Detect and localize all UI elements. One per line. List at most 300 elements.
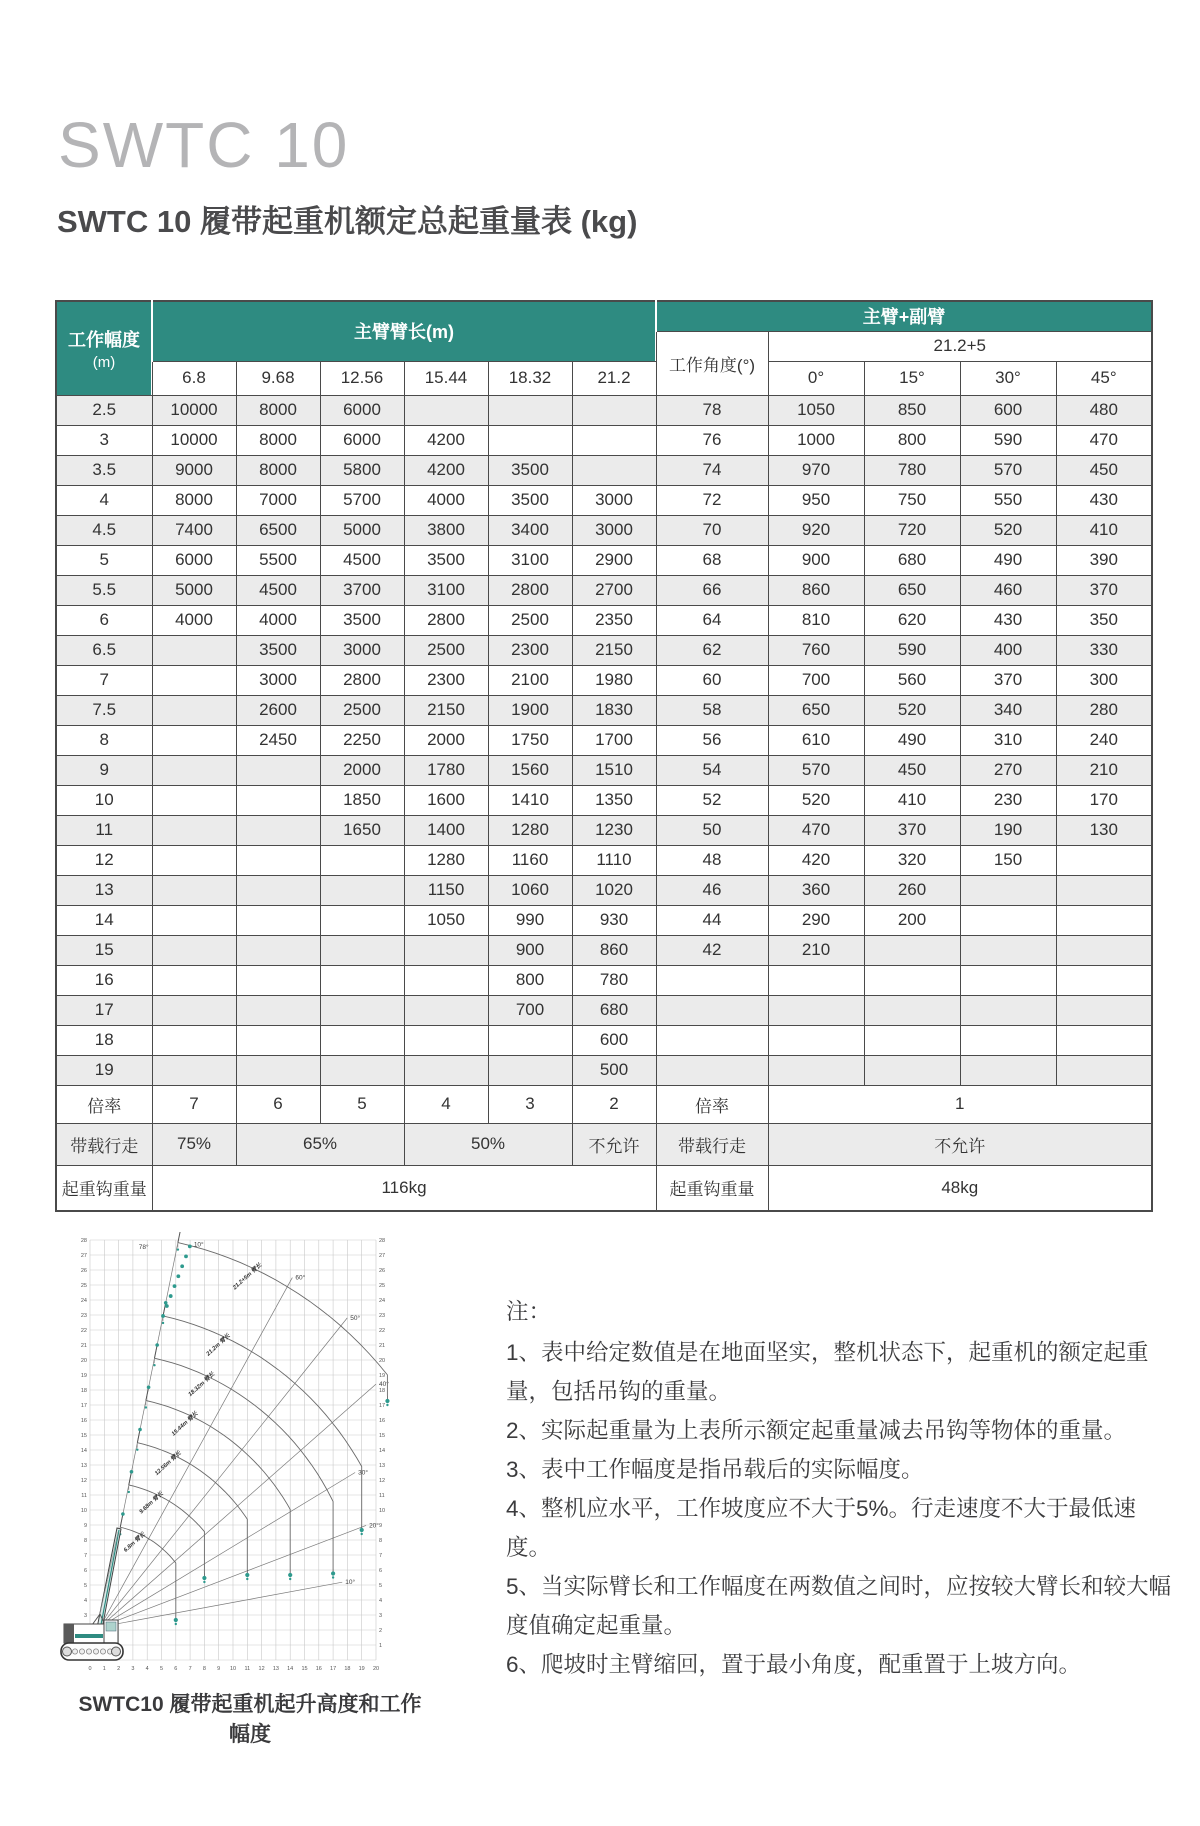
load-cell: 500	[572, 1055, 656, 1085]
boom-head-sheave	[138, 1428, 142, 1432]
ratio-label-right: 倍率	[656, 1085, 768, 1123]
load-cell: 5500	[236, 545, 320, 575]
boom-head	[154, 1345, 157, 1358]
load-cell: 4000	[236, 605, 320, 635]
y-tick-label: 14	[80, 1448, 87, 1454]
y-tick-label: 1	[379, 1643, 383, 1649]
main-boom-header: 主臂臂长(m)	[152, 301, 656, 361]
load-cell: 2900	[572, 545, 656, 575]
y-tick-label: 10	[80, 1508, 87, 1514]
y-tick-label: 9	[379, 1523, 383, 1529]
y-tick-label: 19	[80, 1373, 87, 1379]
load-cell: 2800	[320, 665, 404, 695]
load-cell: 6000	[320, 425, 404, 455]
load-cell	[320, 965, 404, 995]
load-cell: 320	[864, 845, 960, 875]
radius-cell: 6.5	[56, 635, 152, 665]
load-cell: 3700	[320, 575, 404, 605]
load-cell: 1830	[572, 695, 656, 725]
radius-cell: 10	[56, 785, 152, 815]
y-tick-label: 20	[379, 1358, 386, 1364]
hook-icon	[360, 1528, 364, 1532]
load-cell: 10000	[152, 395, 236, 425]
load-cell: 2500	[320, 695, 404, 725]
angle-line	[100, 1318, 347, 1627]
radius-cell: 4	[56, 485, 152, 515]
load-cell: 2600	[236, 695, 320, 725]
load-cell	[236, 785, 320, 815]
load-cell	[152, 755, 236, 785]
note-item: 6、爬坡时主臂缩回，置于最小角度，配重置于上坡方向。	[506, 1652, 1082, 1677]
x-tick-label: 5	[159, 1666, 164, 1672]
y-tick-label: 3	[83, 1613, 87, 1619]
load-cell	[572, 425, 656, 455]
note-item: 2、实际起重量为上表所示额定起重量减去吊钩等物体的重量。	[506, 1418, 1127, 1443]
angle-label: 20°	[369, 1522, 379, 1530]
load-cell	[236, 845, 320, 875]
load-cell: 480	[1056, 395, 1152, 425]
hook-icon	[331, 1571, 335, 1575]
load-cell	[320, 875, 404, 905]
load-cell: 920	[768, 515, 864, 545]
radius-header	[56, 301, 152, 395]
header-cols-row	[56, 361, 1152, 395]
load-cell: 1020	[572, 875, 656, 905]
y-tick-label: 19	[379, 1373, 386, 1379]
radius-cell: 2.5	[56, 395, 152, 425]
crane-boom	[96, 1528, 121, 1633]
load-cell: 3500	[404, 545, 488, 575]
radius-header-label: 工作幅度	[68, 329, 140, 350]
boom-curve-label: 12.56m 臂长	[154, 1450, 183, 1477]
radius-cell: 5.5	[56, 575, 152, 605]
angle-cell: 66	[656, 575, 768, 605]
load-cell: 6500	[236, 515, 320, 545]
load-cell: 2150	[404, 695, 488, 725]
boom-head	[137, 1430, 140, 1443]
jib-combo-header: 21.2+5	[768, 331, 1152, 361]
radius-cell: 13	[56, 875, 152, 905]
load-cell: 2300	[488, 635, 572, 665]
x-tick-label: 13	[272, 1666, 279, 1672]
y-tick-label: 10	[379, 1508, 386, 1514]
angle-label: 40°	[379, 1381, 389, 1389]
angle-cell: 58	[656, 695, 768, 725]
jib-bead	[176, 1274, 180, 1278]
head-hook-icon	[153, 1364, 155, 1366]
table-body	[56, 395, 1152, 1085]
note-item: 4、整机应水平，工作坡度应不大于5%。行走速度不大于最低速度。	[506, 1496, 1137, 1560]
load-cell	[960, 1025, 1056, 1055]
angle-cell	[656, 1055, 768, 1085]
boom-length-header: 6.8	[152, 361, 236, 395]
angle-cell: 44	[656, 905, 768, 935]
angle-cell: 62	[656, 635, 768, 665]
load-cell: 8000	[152, 485, 236, 515]
load-cell: 850	[864, 395, 960, 425]
angle-cell: 52	[656, 785, 768, 815]
table-row	[56, 515, 1152, 545]
travel-right-cell: 不允许	[768, 1123, 1152, 1165]
load-cell: 700	[488, 995, 572, 1025]
load-cell	[864, 1055, 960, 1085]
boom-head-sheave	[130, 1470, 134, 1474]
load-cell: 2300	[404, 665, 488, 695]
crane-track-wheel	[93, 1649, 98, 1654]
y-tick-label: 18	[379, 1388, 386, 1394]
load-cell: 260	[864, 875, 960, 905]
y-tick-label: 7	[83, 1553, 87, 1559]
boom-length-header: 18.32	[488, 361, 572, 395]
crane-counterweight	[64, 1624, 74, 1643]
boom-head	[129, 1472, 132, 1485]
load-cell	[864, 935, 960, 965]
load-cell: 2150	[572, 635, 656, 665]
load-cell	[768, 1055, 864, 1085]
load-cell	[152, 785, 236, 815]
load-cell: 590	[864, 635, 960, 665]
y-tick-label: 24	[80, 1298, 87, 1304]
jib-bead	[169, 1294, 173, 1298]
angle-cell: 56	[656, 725, 768, 755]
load-cell: 3100	[488, 545, 572, 575]
load-cell: 430	[1056, 485, 1152, 515]
y-tick-label: 8	[379, 1538, 383, 1544]
angle-cell: 64	[656, 605, 768, 635]
ratio-cell: 4	[404, 1085, 488, 1123]
load-cell: 370	[960, 665, 1056, 695]
angle-label: 78°	[138, 1244, 149, 1251]
load-cell	[152, 995, 236, 1025]
load-cell: 4500	[320, 545, 404, 575]
hook-icon	[361, 1533, 363, 1535]
load-cell: 270	[960, 755, 1056, 785]
load-cell	[404, 935, 488, 965]
load-cell: 400	[960, 635, 1056, 665]
load-cell: 8000	[236, 425, 320, 455]
hook-icon	[174, 1618, 178, 1622]
load-cell: 5800	[320, 455, 404, 485]
load-cell: 10000	[152, 425, 236, 455]
load-cell	[960, 875, 1056, 905]
radius-cell: 9	[56, 755, 152, 785]
load-cell: 6000	[152, 545, 236, 575]
ratio-label: 倍率	[56, 1085, 152, 1123]
table-row	[56, 845, 1152, 875]
table-row	[56, 1055, 1152, 1085]
load-cell: 780	[864, 455, 960, 485]
y-tick-label: 17	[379, 1403, 386, 1409]
table-row	[56, 935, 1152, 965]
y-tick-label: 4	[83, 1598, 87, 1604]
boom-curve-label: 9.68m 臂长	[138, 1491, 165, 1516]
y-tick-label: 27	[379, 1253, 386, 1259]
load-cell	[236, 755, 320, 785]
x-tick-label: 14	[287, 1666, 294, 1672]
load-cell: 3500	[488, 455, 572, 485]
ratio-cell: 6	[236, 1085, 320, 1123]
y-tick-label: 15	[80, 1433, 87, 1439]
load-cell: 720	[864, 515, 960, 545]
load-chart-table-wrap	[55, 300, 1153, 1212]
load-cell: 560	[864, 665, 960, 695]
x-tick-label: 11	[244, 1666, 251, 1672]
load-cell	[320, 905, 404, 935]
table-row	[56, 785, 1152, 815]
y-tick-label: 2	[379, 1628, 383, 1634]
boom-head-sheave	[121, 1512, 125, 1516]
load-cell: 570	[960, 455, 1056, 485]
load-cell: 4000	[152, 605, 236, 635]
boom-curve	[129, 1485, 205, 1573]
table-row	[56, 815, 1152, 845]
load-cell: 1900	[488, 695, 572, 725]
load-cell	[1056, 875, 1152, 905]
note-item: 5、当实际臂长和工作幅度在两数值之间时，应按较大臂长和较大幅度值确定起重量。	[506, 1574, 1172, 1638]
load-cell: 990	[488, 905, 572, 935]
travel-cell: 75%	[152, 1123, 236, 1165]
ratio-cell: 2	[572, 1085, 656, 1123]
load-cell: 460	[960, 575, 1056, 605]
hook-icon	[202, 1576, 206, 1580]
load-cell: 340	[960, 695, 1056, 725]
angle-cell	[656, 965, 768, 995]
radius-cell: 18	[56, 1025, 152, 1055]
angle-label: 10°	[345, 1579, 356, 1587]
load-cell: 2500	[488, 605, 572, 635]
travel-cell: 50%	[404, 1123, 572, 1165]
x-tick-label: 6	[174, 1666, 178, 1672]
y-tick-label: 21	[80, 1343, 87, 1349]
head-hook-icon	[128, 1491, 130, 1493]
x-tick-label: 2	[117, 1666, 121, 1672]
load-cell	[488, 1025, 572, 1055]
y-tick-label: 21	[379, 1343, 386, 1349]
head-hook-icon	[162, 1322, 164, 1324]
load-cell: 240	[1056, 725, 1152, 755]
load-cell: 3100	[404, 575, 488, 605]
radius-cell: 16	[56, 965, 152, 995]
y-tick-label: 28	[379, 1238, 386, 1244]
load-cell: 3000	[572, 515, 656, 545]
y-tick-label: 24	[379, 1298, 386, 1304]
table-row	[56, 605, 1152, 635]
load-cell	[864, 1025, 960, 1055]
y-tick-label: 11	[379, 1493, 385, 1499]
load-cell: 1780	[404, 755, 488, 785]
table-header	[56, 301, 1152, 395]
hook-icon	[386, 1404, 388, 1406]
load-cell: 4200	[404, 455, 488, 485]
radius-cell: 17	[56, 995, 152, 1025]
load-cell	[768, 995, 864, 1025]
boom-length-header: 9.68	[236, 361, 320, 395]
angle-cell: 46	[656, 875, 768, 905]
load-cell: 410	[1056, 515, 1152, 545]
load-cell: 330	[1056, 635, 1152, 665]
load-cell: 1980	[572, 665, 656, 695]
radius-cell: 3.5	[56, 455, 152, 485]
load-cell: 190	[960, 815, 1056, 845]
load-cell: 1350	[572, 785, 656, 815]
load-cell: 1150	[404, 875, 488, 905]
ratio-cell: 7	[152, 1085, 236, 1123]
angle-cell: 60	[656, 665, 768, 695]
load-cell	[404, 395, 488, 425]
load-cell: 430	[960, 605, 1056, 635]
hook-weight-right: 48kg	[768, 1165, 1152, 1211]
load-cell: 280	[1056, 695, 1152, 725]
table-row	[56, 695, 1152, 725]
angle-label: 30°	[358, 1469, 368, 1477]
load-cell: 2800	[404, 605, 488, 635]
radius-cell: 3	[56, 425, 152, 455]
angle-line	[100, 1384, 376, 1627]
angle-cell	[656, 1025, 768, 1055]
load-cell: 3000	[320, 635, 404, 665]
angle-cell: 74	[656, 455, 768, 485]
load-cell: 5000	[152, 575, 236, 605]
y-tick-label: 13	[379, 1463, 386, 1469]
load-cell: 2800	[488, 575, 572, 605]
boom-curve	[137, 1443, 247, 1570]
chart-caption: SWTC10 履带起重机起升高度和工作幅度	[78, 1693, 422, 1746]
load-cell: 1050	[768, 395, 864, 425]
x-tick-label: 4	[145, 1666, 149, 1672]
load-cell: 200	[864, 905, 960, 935]
radius-cell: 5	[56, 545, 152, 575]
angle-cell: 78	[656, 395, 768, 425]
y-tick-label: 12	[379, 1478, 386, 1484]
hook-icon	[288, 1573, 292, 1577]
load-cell: 450	[1056, 455, 1152, 485]
load-cell: 490	[960, 545, 1056, 575]
y-tick-label: 9	[83, 1523, 87, 1529]
load-cell: 2000	[320, 755, 404, 785]
radius-header-unit: (m)	[92, 353, 116, 371]
radius-cell: 14	[56, 905, 152, 935]
load-cell	[960, 965, 1056, 995]
load-cell	[572, 455, 656, 485]
load-cell: 680	[864, 545, 960, 575]
load-cell: 4200	[404, 425, 488, 455]
table-footer	[56, 1085, 1152, 1211]
load-cell	[236, 815, 320, 845]
load-cell	[236, 935, 320, 965]
hook-icon	[175, 1623, 177, 1625]
load-cell: 600	[960, 395, 1056, 425]
load-cell: 2700	[572, 575, 656, 605]
table-row	[56, 665, 1152, 695]
load-cell: 170	[1056, 785, 1152, 815]
angle-label: 60°	[295, 1274, 306, 1282]
load-cell: 2100	[488, 665, 572, 695]
crane-track-wheel	[100, 1649, 105, 1654]
angle-cell	[656, 995, 768, 1025]
table-row	[56, 425, 1152, 455]
y-tick-label: 16	[379, 1418, 386, 1424]
load-cell	[960, 995, 1056, 1025]
x-tick-label: 16	[315, 1666, 322, 1672]
load-cell: 2350	[572, 605, 656, 635]
load-cell	[404, 995, 488, 1025]
load-cell: 1600	[404, 785, 488, 815]
load-cell: 130	[1056, 815, 1152, 845]
crane-cable	[100, 1532, 118, 1614]
x-tick-label: 7	[188, 1666, 192, 1672]
load-cell: 8000	[236, 455, 320, 485]
table-row	[56, 485, 1152, 515]
load-cell: 950	[768, 485, 864, 515]
jib-bead	[165, 1304, 169, 1308]
load-cell: 1700	[572, 725, 656, 755]
radius-cell: 7.5	[56, 695, 152, 725]
load-cell	[152, 1055, 236, 1085]
load-cell: 3400	[488, 515, 572, 545]
jib-bead	[188, 1245, 192, 1249]
note-item: 3、表中工作幅度是指吊载后的实际幅度。	[506, 1457, 924, 1482]
jib-bead	[161, 1314, 165, 1318]
table-row	[56, 1025, 1152, 1055]
load-cell: 1050	[404, 905, 488, 935]
y-tick-label: 12	[80, 1478, 87, 1484]
load-chart-table	[55, 300, 1153, 1212]
load-cell: 520	[768, 785, 864, 815]
load-cell: 1850	[320, 785, 404, 815]
crane-stripe	[75, 1634, 103, 1638]
travel-label: 带载行走	[56, 1123, 152, 1165]
load-cell	[1056, 995, 1152, 1025]
boom-head-sheave	[147, 1385, 151, 1389]
jib-offset-label: 10°	[193, 1241, 204, 1249]
load-cell	[152, 935, 236, 965]
load-cell: 1750	[488, 725, 572, 755]
hook-icon	[245, 1573, 249, 1577]
load-cell: 750	[864, 485, 960, 515]
x-tick-label: 19	[358, 1666, 365, 1672]
angle-cell: 48	[656, 845, 768, 875]
load-cell: 230	[960, 785, 1056, 815]
load-cell: 650	[864, 575, 960, 605]
x-tick-label: 12	[258, 1666, 265, 1672]
load-cell: 1280	[404, 845, 488, 875]
jib-section-header: 主臂+副臂	[656, 301, 1152, 331]
load-cell	[152, 725, 236, 755]
notes-heading: 注：	[506, 1299, 552, 1324]
load-cell: 610	[768, 725, 864, 755]
x-tick-label: 8	[202, 1666, 206, 1672]
load-cell	[1056, 935, 1152, 965]
jib-angle-header: 45°	[1056, 361, 1152, 395]
load-cell: 550	[960, 485, 1056, 515]
load-cell: 590	[960, 425, 1056, 455]
hook-weight-label: 起重钩重量	[56, 1165, 152, 1211]
load-cell	[152, 1025, 236, 1055]
boom-curve-label: 21.2m 臂长	[205, 1333, 232, 1358]
boom-head-sheave	[164, 1301, 168, 1305]
angle-cell: 42	[656, 935, 768, 965]
load-cell: 470	[1056, 425, 1152, 455]
load-cell: 930	[572, 905, 656, 935]
load-cell	[572, 395, 656, 425]
load-cell: 7000	[236, 485, 320, 515]
boom-head	[178, 1232, 181, 1243]
load-cell: 1060	[488, 875, 572, 905]
load-cell	[488, 1055, 572, 1085]
load-cell	[864, 995, 960, 1025]
y-tick-label: 27	[80, 1253, 87, 1259]
y-tick-label: 11	[81, 1493, 87, 1499]
